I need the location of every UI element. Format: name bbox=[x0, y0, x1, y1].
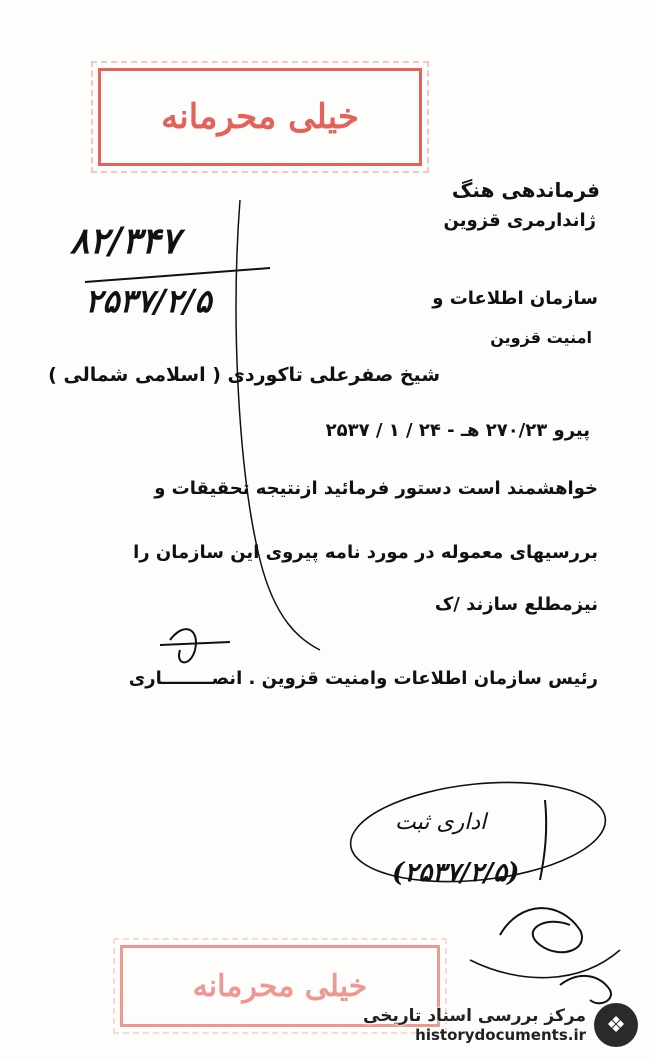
body-line-3: نیزمطلع سازند /ک bbox=[434, 594, 598, 615]
margin-note-date: (۲۵۳۷/۲/۵) bbox=[392, 858, 520, 888]
handwritten-date: ۲۵۳۷/۲/۵ bbox=[85, 282, 212, 320]
margin-note: اداری ثبت bbox=[395, 810, 487, 835]
subject-line: شیخ صفرعلی تاکوردی ( اسلامی شمالی ) bbox=[48, 364, 440, 386]
sender-line-2: امنیت قزوین bbox=[490, 328, 592, 347]
sender-line-1: سازمان اطلاعات و bbox=[432, 288, 598, 309]
addressee-line-2: ژاندارمری قزوین bbox=[443, 210, 596, 231]
handwritten-number: ۸۲/۳۴۷ bbox=[70, 220, 180, 262]
body-line-1: خواهشمند است دستور فرمائید ازنتیجه تحقیقات و bbox=[154, 478, 598, 499]
book-logo-icon: ❖ bbox=[594, 1003, 638, 1047]
stamp-bottom-text: خیلی محرمانه bbox=[192, 968, 368, 1004]
watermark bbox=[358, 998, 638, 1052]
body-line-2: بررسیهای معموله در مورد نامه پیروی این سازمان را bbox=[133, 542, 598, 563]
stamp-top-text: خیلی محرمانه bbox=[161, 97, 359, 137]
signature-line: رئیس سازمان اطلاعات وامنیت قزوین . انصــــــــاری bbox=[128, 668, 598, 689]
watermark-text-block bbox=[363, 1006, 586, 1044]
reference-line: پیرو ۲۷۰/۲۳ هـ - ۲۴ / ۱ / ۲۵۳۷ bbox=[325, 420, 590, 441]
watermark-title: مرکز بررسی اسناد تاریخی bbox=[363, 1006, 586, 1026]
addressee-line-1: فرماندهی هنگ bbox=[451, 178, 600, 202]
watermark-url: historydocuments.ir bbox=[415, 1026, 586, 1044]
